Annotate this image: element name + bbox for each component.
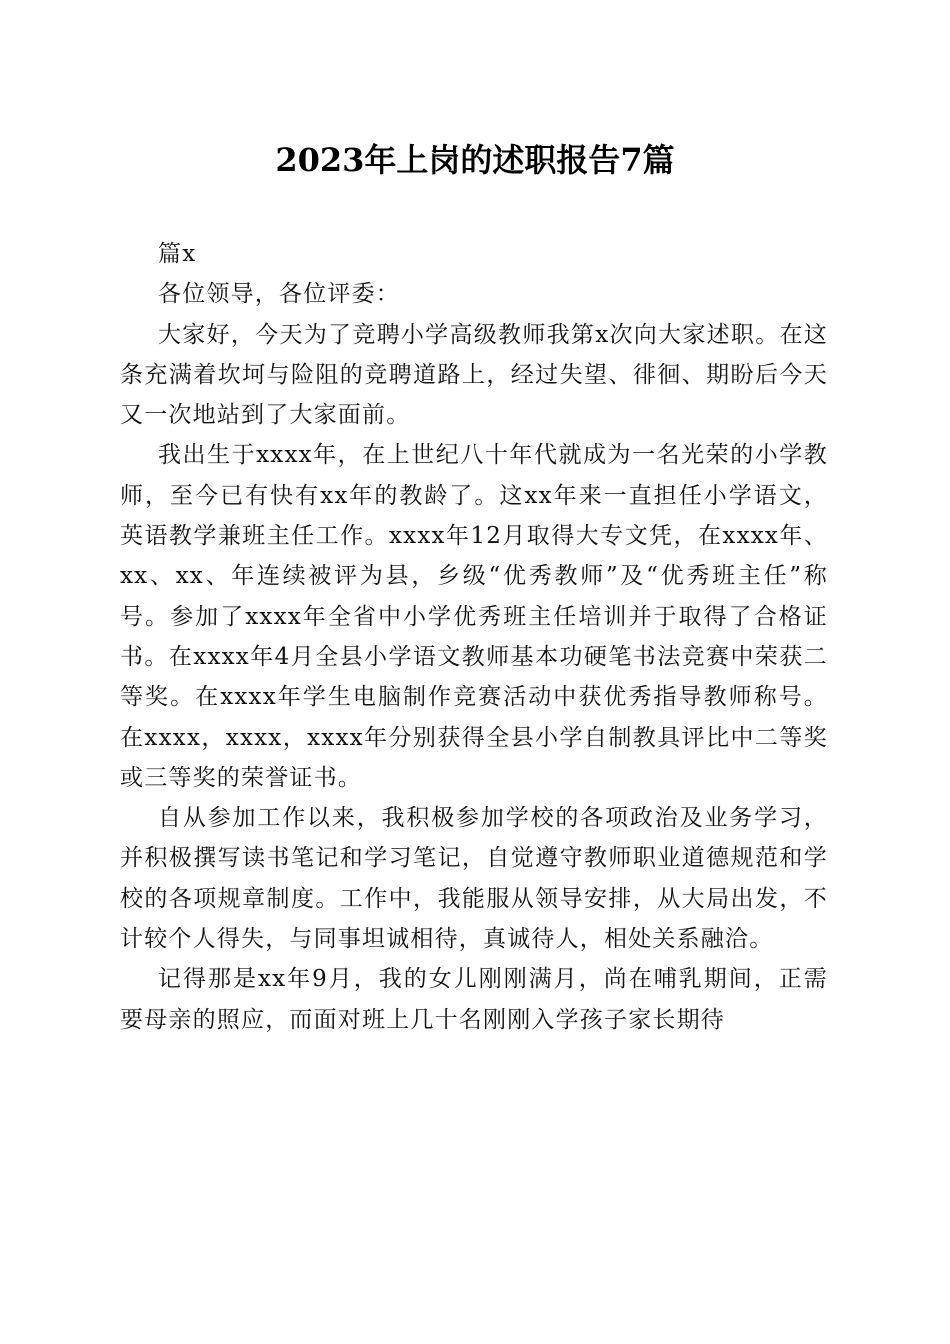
document-title: 2023年上岗的述职报告7篇	[275, 141, 675, 179]
paragraph-opening: 大家好，今天为了竞聘小学高级教师我第x次向大家述职。在这条充满着坎坷与险阻的竞聘道路上，经过失望、徘徊、期盼后今天又一次地站到了大家面前。	[120, 321, 828, 429]
paragraph-background: 我出生于xxxx年，在上世纪八十年代就成为一名光荣的小学教师，至今已有快有xx年的教龄了。这xx年来一直担任小学语文，英语教学兼班主任工作。xxxx年12月取得大专文凭，在xxxx年、xx、xx、年连续被评为县，乡级“优秀教师”及“优秀班主任”称号。参加了xxxx年全省中小学优秀班主任培训并于取得了合格证书。在xxxx年4月全县小学语文教师基本功硬笔书法竞赛中荣获二等奖。在xxxx年学生电脑制作竞赛活动中获优秀指导教师称号。在xxxx，xxxx，xxxx年分别获得全县小学自制教具评比中二等奖或三等奖的荣誉证书。	[120, 442, 828, 791]
document-body	[120, 234, 828, 1040]
salutation: 各位领导，各位评委：	[158, 281, 400, 308]
section-label: 篇x	[158, 241, 197, 267]
paragraph-memory: 记得那是xx年9月，我的女儿刚刚满月，尚在哺乳期间，正需要母亲的照应，而面对班上几十名刚刚入学孩子家长期待	[120, 966, 828, 1033]
paragraph-conduct: 自从参加工作以来，我积极参加学校的各项政治及业务学习，并积极撰写读书笔记和学习笔记，自觉遵守教师职业道德规范和学校的各项规章制度。工作中，我能服从领导安排，从大局出发，不计较个人得失，与同事坦诚相待，真诚待人，相处关系融洽。	[120, 805, 828, 953]
